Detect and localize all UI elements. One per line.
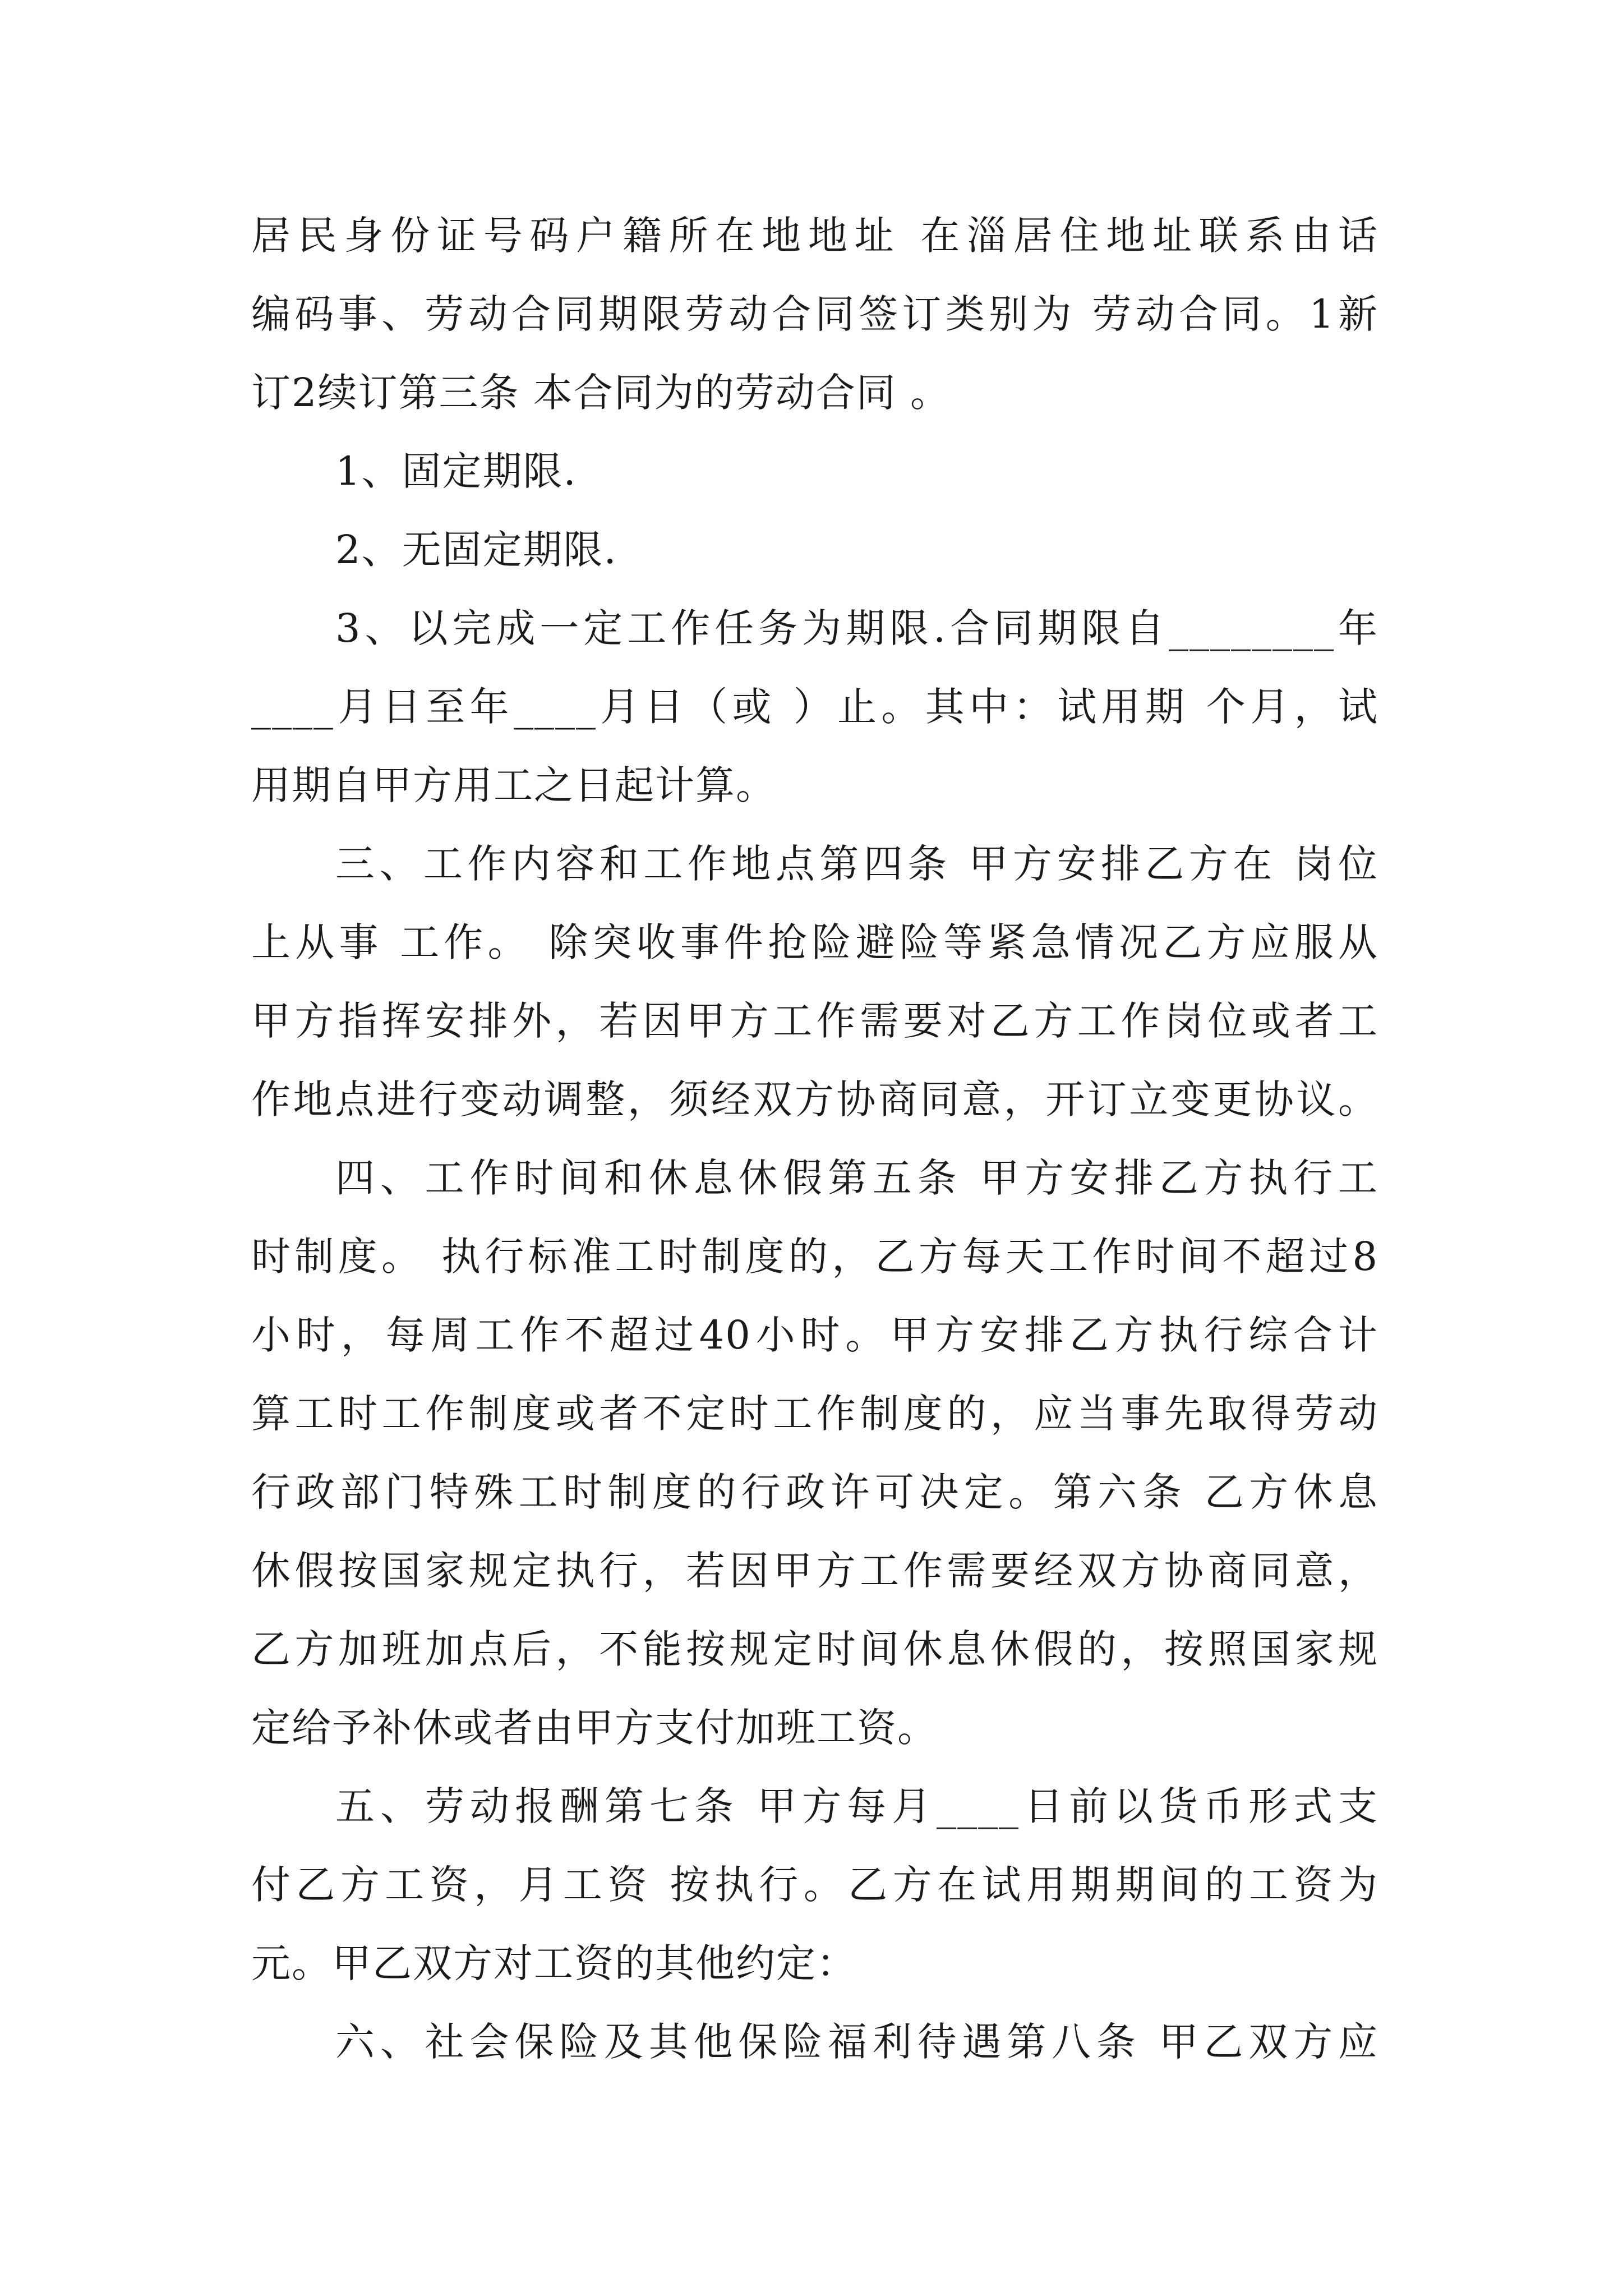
list-item-task-based: 3、以完成一定工作任务为期限.合同期限自________年: [335, 605, 1378, 651]
text-line: 作地点进行变动调整，须经双方协商同意，开订立变更协议。: [251, 1076, 1378, 1122]
text-line: 付乙方工资，月工资 按执行。乙方在试用期期间的工资为: [251, 1862, 1378, 1908]
text-line: 小时，每周工作不超过40小时。甲方安排乙方执行综合计: [251, 1312, 1378, 1358]
text-line: 用期自甲方用工之日起计算。: [251, 762, 776, 808]
contract-body-text: [251, 196, 1378, 2081]
text-line: 元。甲乙双方对工资的其他约定：: [251, 1940, 857, 1986]
text-line: 甲方指挥安排外，若因甲方工作需要对乙方工作岗位或者工: [251, 998, 1378, 1044]
text-line: 算工时工作制度或者不定时工作制度的，应当事先取得劳动: [251, 1391, 1378, 1437]
section-heading-working-hours: 四、工作时间和休息休假第五条 甲方安排乙方执行工: [335, 1155, 1378, 1201]
text-line: 定给予补休或者由甲方支付加班工资。: [251, 1705, 938, 1751]
list-item-open-ended: 2、无固定期限.: [335, 527, 617, 573]
text-line: 编码事、劳动合同期限劳动合同签订类别为 劳动合同。1新: [251, 291, 1378, 337]
text-line: 上从事 工作。 除突收事件抢险避险等紧急情况乙方应服从: [251, 919, 1378, 965]
text-line: 订2续订第三条 本合同为的劳动合同 。: [251, 370, 951, 416]
section-heading-work-content: 三、工作内容和工作地点第四条 甲方安排乙方在 岗位: [335, 841, 1378, 887]
text-line: 休假按国家规定执行，若因甲方工作需要经双方协商同意，: [251, 1548, 1378, 1594]
text-line: ____月日至年____月日（或 ）止。其中：试用期 个月，试: [251, 684, 1378, 730]
text-line: 居民身份证号码户籍所在地地址 在淄居住地址联系由话: [251, 213, 1378, 259]
text-line: 乙方加班加点后，不能按规定时间休息休假的，按照国家规: [251, 1626, 1378, 1672]
text-line: 时制度。 执行标准工时制度的，乙方每天工作时间不超过8: [251, 1234, 1378, 1280]
list-item-fixed-term: 1、固定期限.: [335, 448, 577, 494]
section-heading-remuneration: 五、劳动报酬第七条 甲方每月____日前以货币形式支: [335, 1783, 1378, 1829]
section-heading-social-insurance: 六、社会保险及其他保险福利待遇第八条 甲乙双方应: [335, 2019, 1378, 2065]
text-line: 行政部门特殊工时制度的行政许可决定。第六条 乙方休息: [251, 1469, 1378, 1515]
